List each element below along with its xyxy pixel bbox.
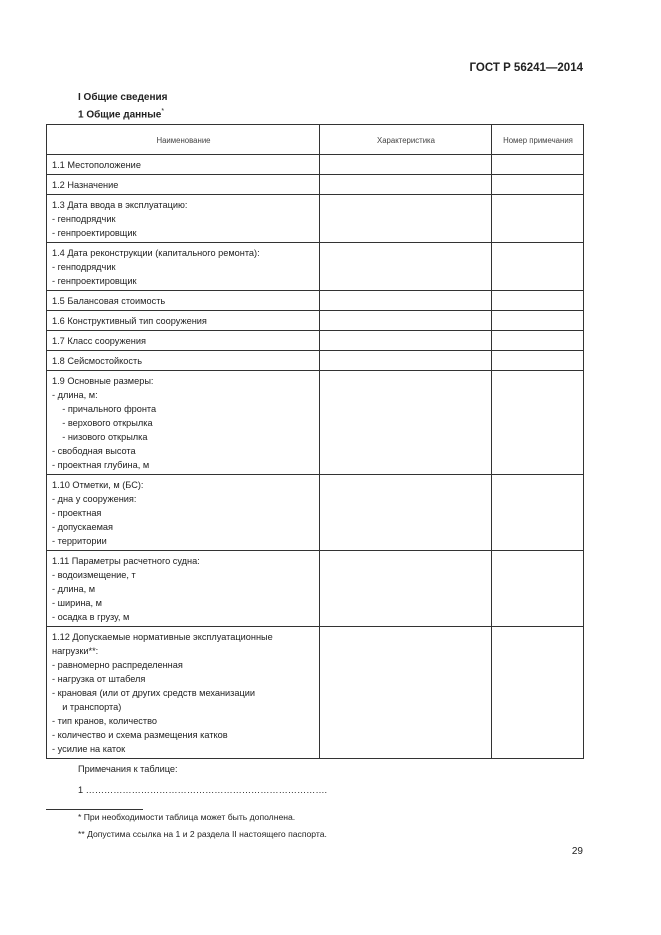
cell-characteristic[interactable] bbox=[320, 371, 492, 475]
column-header-characteristic: Характеристика bbox=[320, 125, 492, 155]
cell-name-line: 1.2 Назначение bbox=[52, 180, 119, 190]
column-header-note-number: Номер примечания bbox=[492, 125, 584, 155]
footnote-marker: * bbox=[161, 108, 165, 115]
cell-name-line: - осадка в грузу, м bbox=[52, 612, 130, 622]
cell-name bbox=[47, 243, 320, 291]
cell-name-line: 1.3 Дата ввода в эксплуатацию: bbox=[52, 200, 188, 210]
cell-characteristic[interactable] bbox=[320, 331, 492, 351]
cell-note-number[interactable] bbox=[492, 551, 584, 627]
table-row bbox=[47, 475, 584, 551]
cell-note-number[interactable] bbox=[492, 371, 584, 475]
table-header-row bbox=[47, 125, 584, 155]
cell-name-line: - генподрядчик bbox=[52, 214, 116, 224]
cell-name-line: - равномерно распределенная bbox=[52, 660, 183, 670]
cell-name-line: - территории bbox=[52, 536, 107, 546]
cell-name-line: - усилие на каток bbox=[52, 744, 126, 754]
cell-name-line: - длина, м: bbox=[52, 390, 98, 400]
subsection-title bbox=[78, 108, 164, 120]
table-body bbox=[47, 155, 584, 759]
cell-name bbox=[47, 627, 320, 759]
cell-name-line: - низового открылка bbox=[52, 432, 148, 442]
cell-note-number[interactable] bbox=[492, 195, 584, 243]
general-data-table bbox=[46, 124, 584, 759]
cell-name-line: 1.5 Балансовая стоимость bbox=[52, 296, 166, 306]
cell-characteristic[interactable] bbox=[320, 311, 492, 331]
table-row bbox=[47, 371, 584, 475]
cell-name-line: - проектная bbox=[52, 508, 102, 518]
cell-characteristic[interactable] bbox=[320, 155, 492, 175]
cell-name-line: 1.6 Конструктивный тип сооружения bbox=[52, 316, 207, 326]
cell-name bbox=[47, 195, 320, 243]
cell-name-line: - длина, м bbox=[52, 584, 96, 594]
cell-name-line: 1.12 Допускаемые нормативные эксплуатационные нагрузки**: bbox=[52, 632, 273, 656]
cell-name-line: 1.4 Дата реконструкции (капитального ремонта): bbox=[52, 248, 260, 258]
cell-note-number[interactable] bbox=[492, 331, 584, 351]
cell-name bbox=[47, 475, 320, 551]
standard-code: ГОСТ Р 56241—2014 bbox=[469, 62, 583, 74]
cell-name-line: - крановая (или от других средств механизации bbox=[52, 688, 256, 698]
cell-name-line: - генподрядчик bbox=[52, 262, 116, 272]
cell-name-line: - свободная высота bbox=[52, 446, 136, 456]
footnote-1: * При необходимости таблица может быть дополнена. bbox=[78, 812, 296, 822]
cell-note-number[interactable] bbox=[492, 475, 584, 551]
cell-name-line: - генпроектировщик bbox=[52, 276, 137, 286]
cell-note-number[interactable] bbox=[492, 351, 584, 371]
cell-name bbox=[47, 371, 320, 475]
cell-name-line: 1.10 Отметки, м (БС): bbox=[52, 480, 144, 490]
page-number: 29 bbox=[571, 846, 583, 857]
subsection-title-text: 1 Общие данные bbox=[78, 109, 162, 121]
cell-name bbox=[47, 351, 320, 371]
section-title: I Общие сведения bbox=[78, 92, 168, 103]
table-note-line: 1 ……………………………………………………………………. bbox=[78, 785, 328, 795]
cell-name-line: - верхового открылка bbox=[52, 418, 153, 428]
cell-name bbox=[47, 155, 320, 175]
cell-name bbox=[47, 175, 320, 195]
cell-name-line: - проектная глубина, м bbox=[52, 460, 150, 470]
cell-name-line: - дна у сооружения: bbox=[52, 494, 137, 504]
table-row bbox=[47, 155, 584, 175]
table-row bbox=[47, 311, 584, 331]
cell-name-line: - допускаемая bbox=[52, 522, 113, 532]
footnote-2: ** Допустима ссылка на 1 и 2 раздела II настоящего паспорта. bbox=[78, 829, 327, 839]
table-row bbox=[47, 291, 584, 311]
table-row bbox=[47, 351, 584, 371]
cell-name bbox=[47, 311, 320, 331]
cell-name-line: 1.9 Основные размеры: bbox=[52, 376, 154, 386]
cell-characteristic[interactable] bbox=[320, 551, 492, 627]
cell-name bbox=[47, 291, 320, 311]
footnote-divider bbox=[46, 809, 143, 810]
cell-name-line: 1.7 Класс сооружения bbox=[52, 336, 146, 346]
cell-characteristic[interactable] bbox=[320, 627, 492, 759]
cell-name-line: - водоизмещение, т bbox=[52, 570, 136, 580]
cell-name-line: - генпроектировщик bbox=[52, 228, 137, 238]
cell-name-line: - нагрузка от штабеля bbox=[52, 674, 146, 684]
table-row bbox=[47, 551, 584, 627]
cell-name-line: - тип кранов, количество bbox=[52, 716, 157, 726]
cell-characteristic[interactable] bbox=[320, 175, 492, 195]
column-header-name: Наименование bbox=[47, 125, 320, 155]
cell-note-number[interactable] bbox=[492, 627, 584, 759]
cell-name bbox=[47, 551, 320, 627]
table-row bbox=[47, 175, 584, 195]
cell-characteristic[interactable] bbox=[320, 475, 492, 551]
cell-name bbox=[47, 331, 320, 351]
cell-note-number[interactable] bbox=[492, 155, 584, 175]
cell-characteristic[interactable] bbox=[320, 243, 492, 291]
cell-note-number[interactable] bbox=[492, 311, 584, 331]
table-row bbox=[47, 195, 584, 243]
table-row bbox=[47, 331, 584, 351]
cell-name-line: - причального фронта bbox=[52, 404, 157, 414]
table-notes-label: Примечания к таблице: bbox=[78, 764, 178, 774]
cell-characteristic[interactable] bbox=[320, 351, 492, 371]
cell-note-number[interactable] bbox=[492, 243, 584, 291]
cell-name-line: 1.8 Сейсмостойкость bbox=[52, 356, 142, 366]
cell-name-line: 1.1 Местоположение bbox=[52, 160, 141, 170]
cell-characteristic[interactable] bbox=[320, 291, 492, 311]
cell-characteristic[interactable] bbox=[320, 195, 492, 243]
table-row bbox=[47, 627, 584, 759]
cell-name-line: 1.11 Параметры расчетного судна: bbox=[52, 556, 200, 566]
cell-note-number[interactable] bbox=[492, 291, 584, 311]
cell-name-line: - ширина, м bbox=[52, 598, 102, 608]
cell-name-line: - количество и схема размещения катков bbox=[52, 730, 228, 740]
cell-note-number[interactable] bbox=[492, 175, 584, 195]
cell-name-line: и транспорта) bbox=[52, 702, 122, 712]
table-row bbox=[47, 243, 584, 291]
